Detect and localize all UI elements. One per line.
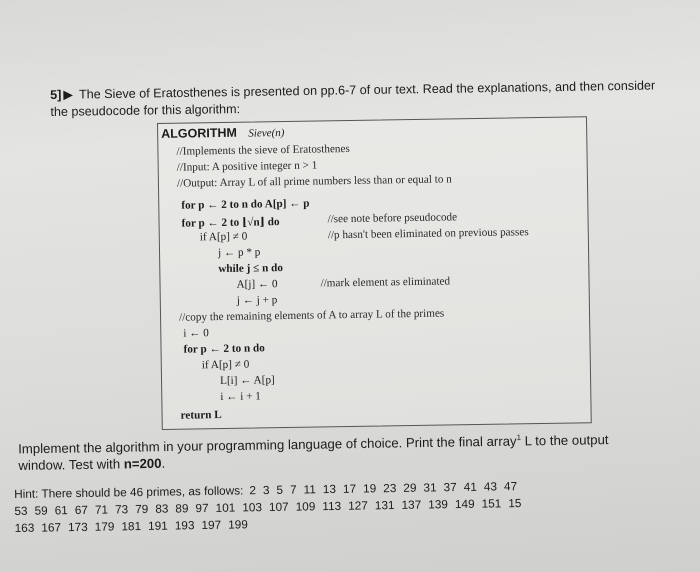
algo-line-j-init: j ← p * p	[217, 246, 261, 260]
prime-number: 193	[174, 518, 195, 533]
problem-number: 5]	[50, 87, 62, 102]
hint-section	[14, 475, 700, 537]
prime-number: 181	[121, 519, 142, 534]
prime-number: 3	[262, 482, 270, 498]
prime-number: 7	[289, 482, 297, 497]
prime-number: 17	[342, 481, 357, 496]
prime-number: 5	[276, 482, 284, 497]
prime-number: 131	[374, 498, 395, 513]
implement-instructions	[18, 427, 679, 475]
algo-comment-copy: //copy the remaining elements of A to array L of the primes	[178, 307, 445, 324]
prime-number: 97	[195, 500, 209, 516]
prime-number: 61	[54, 503, 68, 518]
prime-number: 41	[463, 479, 477, 494]
prime-number: 199	[228, 517, 248, 532]
prime-number: 151	[481, 496, 502, 511]
algorithm-title: ALGORITHM	[161, 125, 237, 141]
prime-number: 191	[147, 518, 168, 533]
prime-number: 73	[114, 502, 129, 517]
prime-number: 11	[303, 482, 316, 497]
prime-number: 127	[348, 498, 368, 513]
prime-number: 173	[67, 519, 88, 535]
algo-comment-input: //Input: A positive integer n > 1	[176, 159, 318, 174]
prime-number: 43	[483, 479, 498, 494]
algo-comment-implements: //Implements the sieve of Eratosthenes	[176, 142, 350, 158]
prime-number: 137	[401, 497, 422, 512]
prime-number: 23	[383, 480, 397, 496]
algo-line-i-init: i ← 0	[183, 327, 209, 340]
prime-number: 59	[34, 503, 48, 518]
prime-number: 15	[508, 496, 522, 511]
prime-number: 13	[322, 481, 337, 497]
prime-number: 67	[74, 502, 88, 518]
prime-number: 79	[135, 501, 149, 517]
algo-comment-see-note: //see note before pseudocode	[327, 211, 458, 226]
algo-line-eliminate: A[j] ← 0	[236, 278, 278, 291]
algo-line-if-prime: if A[p] ≠ 0	[201, 358, 250, 372]
algo-line-if-nonzero: if A[p] ≠ 0	[199, 230, 248, 244]
algo-line-i-step: i ← i + 1	[220, 390, 261, 404]
prime-number: 29	[403, 480, 417, 495]
algo-line-return: return L	[180, 409, 222, 422]
prime-number: 83	[155, 501, 169, 516]
test-value: n=200	[123, 456, 162, 472]
implement-line-1a: Implement the algorithm in your programming language of choice. Print the final array	[18, 433, 517, 457]
prime-number: 89	[175, 501, 189, 516]
prime-number: 37	[443, 480, 457, 495]
footnote-marker: 1	[516, 433, 522, 443]
prime-number: 47	[503, 479, 518, 494]
prime-number: 53	[14, 503, 28, 518]
prime-number: 197	[201, 517, 222, 533]
algo-comment-not-eliminated: //p hasn't been eliminated on previous passes	[327, 226, 529, 242]
algo-line-assign: L[i] ← A[p]	[219, 374, 275, 388]
algo-line-copy-loop: for p ← 2 to n do	[183, 342, 265, 356]
algo-line-outer-loop: for p ← 2 to ⌊√n⌋ do	[181, 216, 280, 230]
prime-number: 179	[94, 519, 115, 534]
prime-number: 101	[215, 500, 236, 515]
implement-line-1b: L to the output	[520, 432, 609, 449]
prime-number: 149	[454, 496, 475, 512]
prime-number: 167	[41, 520, 62, 535]
problem-line-1: The Sieve of Eratosthenes is presented on pp.6-7 of our text. Read the explanations, and then consider	[78, 78, 656, 102]
prime-number: 107	[268, 499, 289, 514]
problem-statement	[50, 77, 690, 121]
prime-number: 19	[363, 481, 377, 496]
algo-line-j-step: j ← j + p	[236, 294, 278, 307]
algo-line-init-loop: for p ← 2 to n do A[p] ← p	[181, 197, 310, 212]
prime-number: 71	[94, 502, 109, 517]
implement-line-2c: .	[161, 456, 166, 472]
algorithm-header	[161, 125, 284, 141]
prime-number: 109	[295, 499, 316, 514]
algorithm-name: Sieve(n)	[248, 127, 285, 140]
algo-line-while: while j ≤ n do	[218, 262, 283, 276]
problem-line-2: the pseudocode for this algorithm:	[50, 102, 241, 119]
prime-number: 139	[428, 497, 449, 512]
hint-label: Hint: There should be 46 primes, as follows:	[14, 483, 244, 501]
prime-number: 31	[423, 480, 437, 495]
prime-number: 2	[249, 483, 257, 498]
algo-comment-output: //Output: Array L of all prime numbers less than or equal to n	[176, 173, 452, 190]
algo-comment-mark: //mark element as eliminated	[320, 275, 451, 290]
prime-number: 163	[14, 520, 35, 535]
arrow-icon: ▶	[63, 87, 74, 102]
algorithm-box	[157, 116, 592, 430]
prime-number: 113	[322, 498, 342, 514]
prime-number: 103	[242, 500, 263, 515]
implement-line-2a: window. Test with	[18, 456, 124, 474]
